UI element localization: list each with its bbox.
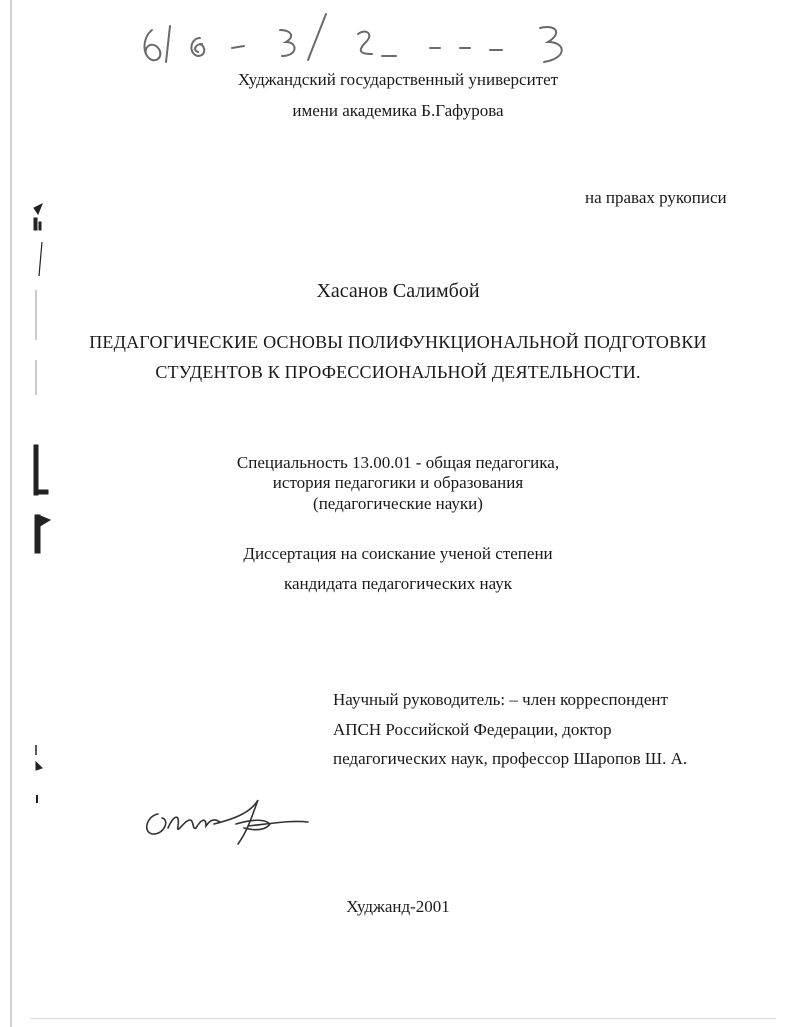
university-name-line1: Худжандский государственный университет xyxy=(237,70,559,89)
city-and-year: Худжанд-2001 xyxy=(346,897,450,916)
specialty-line2: история педагогики и образования xyxy=(272,473,524,492)
supervisor-line3: педагогических наук, профессор Шаропов Ш. А. xyxy=(333,749,688,768)
manuscript-rights-note: на правах рукописи xyxy=(585,188,727,207)
specialty-line3: (педагогические науки) xyxy=(313,494,483,513)
supervisor-line1: Научный руководитель: – член корреспондент xyxy=(333,690,668,709)
degree-line1: Диссертация на соискание ученой степени xyxy=(243,544,553,563)
supervisor-line2: АПСН Российской Федерации, доктор xyxy=(333,720,612,739)
university-name-line2: имени академика Б.Гафурова xyxy=(292,101,504,120)
specialty-line1: Специальность 13.00.01 - общая педагогика, xyxy=(236,453,560,472)
author-name: Хасанов Салимбой xyxy=(316,280,480,302)
scan-margin-marks xyxy=(28,190,68,830)
dissertation-title-line2: СТУДЕНТОВ К ПРОФЕССИОНАЛЬНОЙ ДЕЯТЕЛЬНОСТИ. xyxy=(155,362,641,382)
degree-line2: кандидата педагогических наук xyxy=(283,574,513,593)
bottom-divider xyxy=(30,1018,776,1019)
supervisor-signature xyxy=(140,790,320,850)
dissertation-title-line1: ПЕДАГОГИЧЕСКИЕ ОСНОВЫ ПОЛИФУНКЦИОНАЛЬНОЙ ПОДГОТОВКИ xyxy=(89,332,707,352)
